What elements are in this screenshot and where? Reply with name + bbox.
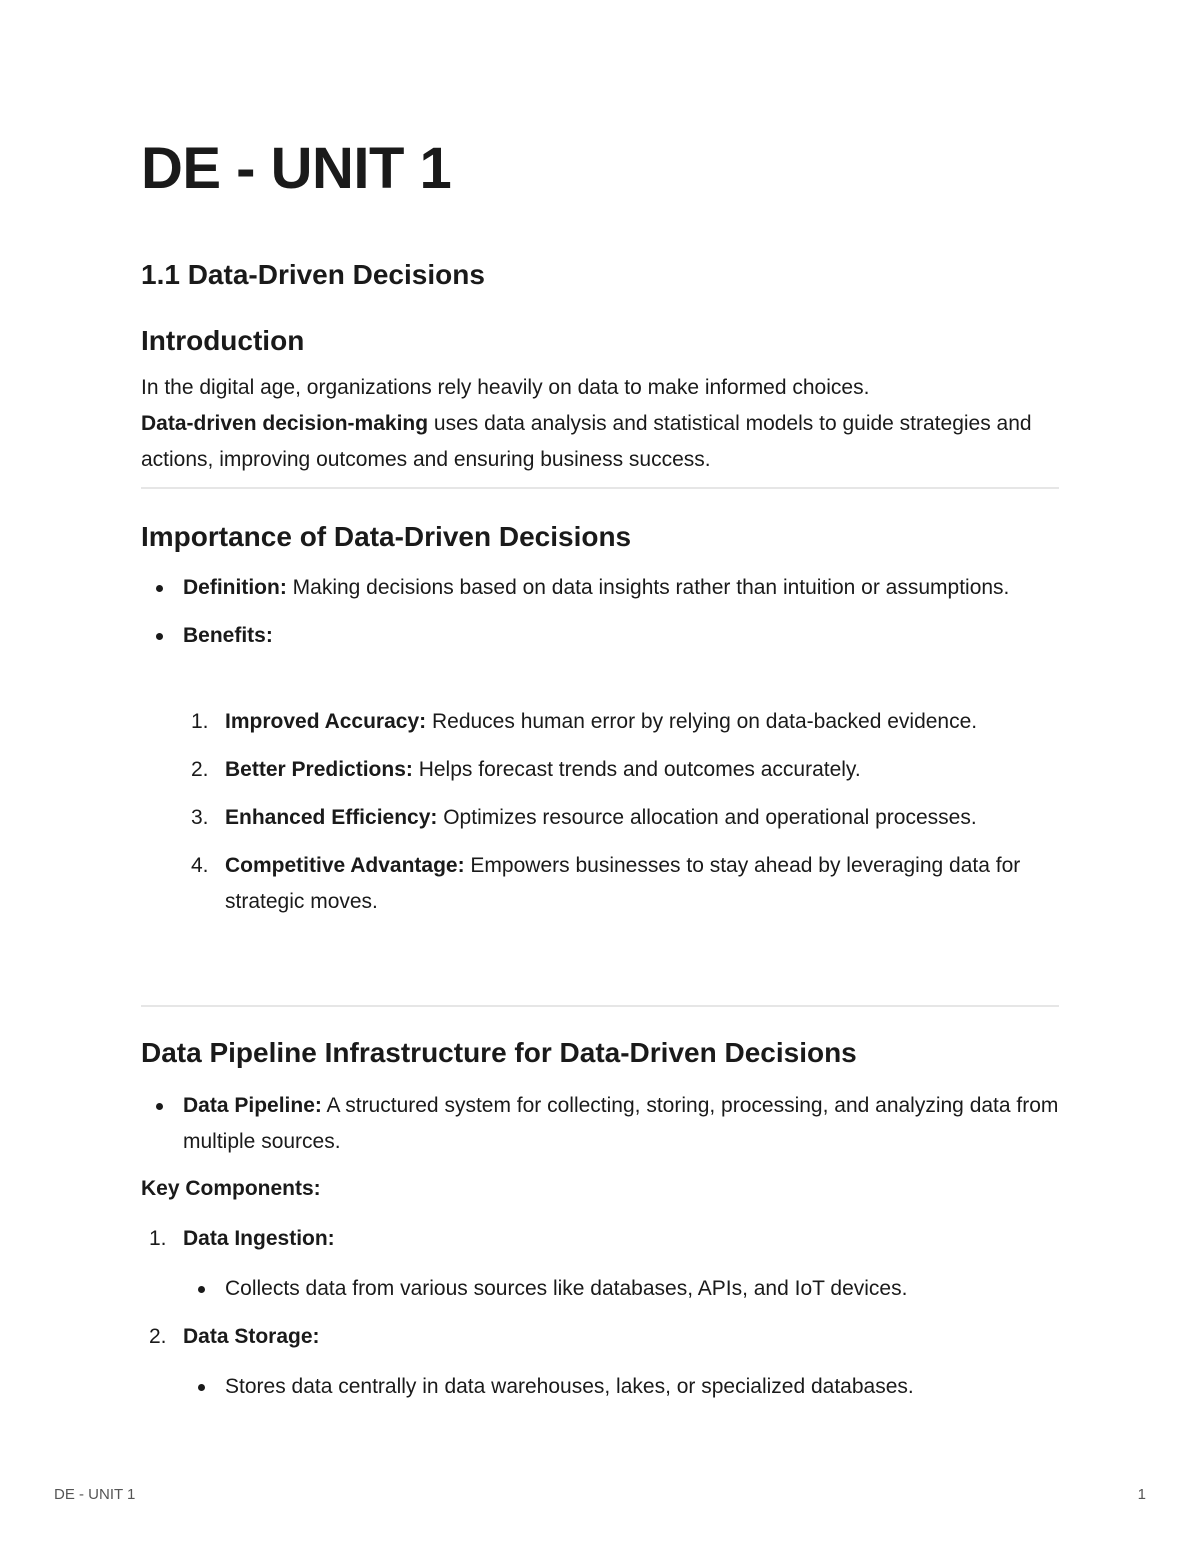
pipeline-text: A structured system for collecting, storing, processing, and analyzing data from multiple sources. bbox=[183, 1094, 1059, 1153]
benefit-label: Better Predictions: bbox=[225, 758, 413, 781]
intro-rest: uses data analysis and statistical models to guide strategies and actions, improving outcomes and ensuring business success. bbox=[141, 412, 1032, 471]
benefit-label: Enhanced Efficiency: bbox=[225, 806, 438, 829]
page-number: 1 bbox=[1137, 1486, 1146, 1503]
importance-heading: Importance of Data-Driven Decisions bbox=[141, 521, 632, 552]
intro-line-1: In the digital age, organizations rely heavily on data to make informed choices. bbox=[141, 376, 870, 399]
introduction-paragraph bbox=[141, 370, 1059, 478]
component-detail-list bbox=[183, 1271, 1059, 1307]
list-item bbox=[141, 1221, 1059, 1307]
list-number: 3. bbox=[191, 806, 209, 829]
key-components-label bbox=[141, 1171, 1059, 1207]
list-number: 1. bbox=[191, 710, 209, 733]
component-label: Data Storage: bbox=[183, 1325, 320, 1348]
benefits-label: Benefits: bbox=[183, 624, 273, 647]
document-title: DE - UNIT 1 bbox=[141, 136, 452, 201]
list-number: 1. bbox=[149, 1227, 167, 1250]
benefit-label: Competitive Advantage: bbox=[225, 854, 465, 877]
intro-bold-term: Data-driven decision-making bbox=[141, 412, 429, 435]
list-item bbox=[183, 752, 1059, 788]
pipeline-list bbox=[141, 1088, 1059, 1160]
introduction-heading: Introduction bbox=[141, 325, 305, 356]
list-number: 2. bbox=[191, 758, 209, 781]
list-item bbox=[183, 848, 1059, 920]
divider bbox=[141, 1005, 1059, 1007]
definition-text: Making decisions based on data insights rather than intuition or assumptions. bbox=[286, 576, 1010, 599]
benefits-list bbox=[183, 704, 1059, 920]
benefit-text: Reduces human error by relying on data-backed evidence. bbox=[426, 710, 978, 733]
component-detail: Collects data from various sources like databases, APIs, and IoT devices. bbox=[183, 1271, 1059, 1307]
divider bbox=[141, 487, 1059, 489]
list-item bbox=[141, 1319, 1059, 1405]
benefit-text: Helps forecast trends and outcomes accurately. bbox=[412, 758, 861, 781]
list-item-benefits bbox=[141, 618, 1059, 654]
list-item-definition bbox=[141, 570, 1059, 606]
component-detail: Stores data centrally in data warehouses, lakes, or specialized databases. bbox=[183, 1369, 1059, 1405]
footer-title: DE - UNIT 1 bbox=[54, 1486, 136, 1503]
list-number: 2. bbox=[149, 1325, 167, 1348]
list-item-pipeline bbox=[141, 1088, 1059, 1160]
importance-list bbox=[141, 570, 1059, 654]
benefit-text: Empowers businesses to stay ahead by leveraging data for strategic moves. bbox=[225, 854, 1021, 913]
list-item bbox=[183, 704, 1059, 740]
list-item bbox=[183, 800, 1059, 836]
key-components-text: Key Components: bbox=[141, 1177, 321, 1200]
component-label: Data Ingestion: bbox=[183, 1227, 335, 1250]
components-list bbox=[141, 1221, 1059, 1405]
pipeline-heading: Data Pipeline Infrastructure for Data-Driven Decisions bbox=[141, 1037, 857, 1068]
section-heading: 1.1 Data-Driven Decisions bbox=[141, 259, 485, 290]
benefit-text: Optimizes resource allocation and operational processes. bbox=[437, 806, 977, 829]
definition-label: Definition: bbox=[183, 576, 287, 599]
benefit-label: Improved Accuracy: bbox=[225, 710, 427, 733]
pipeline-label: Data Pipeline: bbox=[183, 1094, 322, 1117]
component-detail-list bbox=[183, 1369, 1059, 1405]
list-number: 4. bbox=[191, 854, 209, 877]
